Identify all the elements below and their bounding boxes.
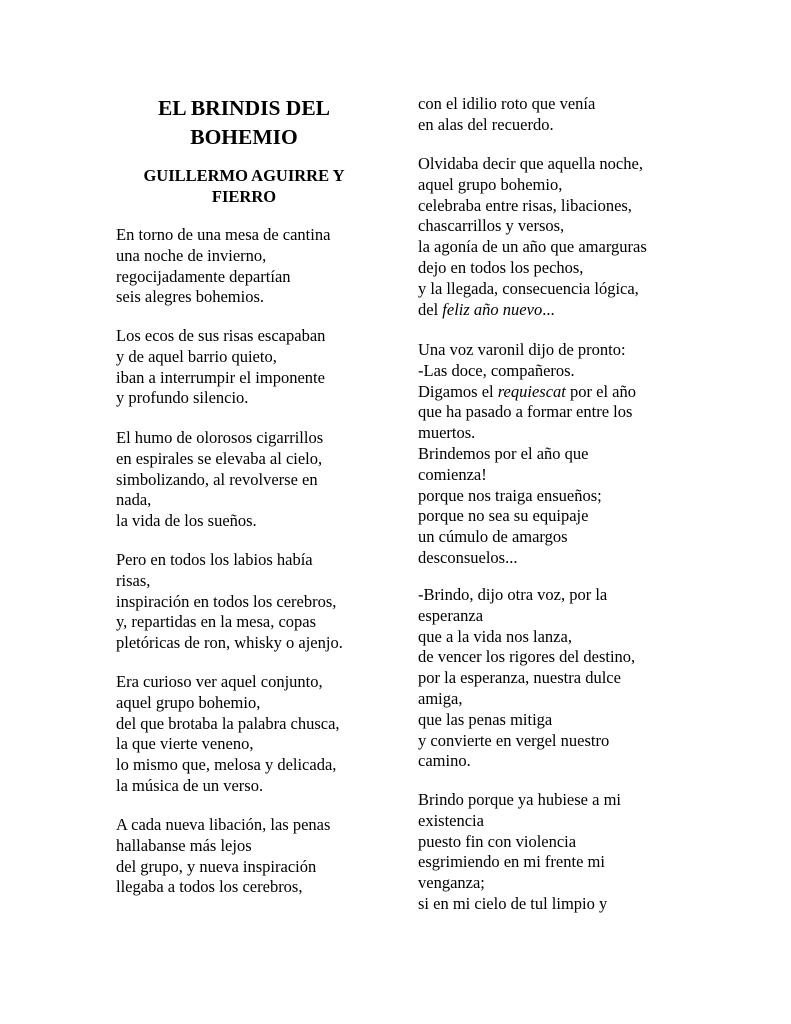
poem-line: Brindo porque ya hubiese a mi [418, 790, 621, 809]
stanza [418, 585, 635, 772]
poem-line: que las penas mitiga [418, 709, 553, 729]
poem-line: llegaba a todos los cerebros, [116, 877, 303, 897]
poem-line: iban a interrumpir el imponente [116, 367, 325, 387]
poem-author: GUILLERMO AGUIRRE Y FIERRO [143, 166, 345, 206]
poem-line: si en mi cielo de tul limpio y [418, 893, 608, 913]
stanza [116, 672, 340, 797]
poem-line: camino. [418, 751, 471, 771]
poem-line: un cúmulo de amargos [418, 527, 568, 547]
poem-line: Brindemos por el año que [418, 443, 589, 463]
poem-line: que a la vida nos lanza, [418, 626, 572, 646]
poem-line: nada, [116, 490, 152, 510]
poem-line: regocijadamente departían [116, 266, 291, 286]
stanza [116, 428, 323, 532]
poem-line: inspiración en todos los cerebros, [116, 591, 337, 611]
poem-line: Olvidaba decir que aquella noche, [418, 154, 643, 173]
poem-line: aquel grupo bohemio, [418, 174, 563, 194]
poem-line: y profundo silencio. [116, 388, 249, 408]
stanza [418, 94, 595, 136]
poem-line: del grupo, y nueva inspiración [116, 856, 317, 876]
poem-line: Pero en todos los labios había [116, 550, 313, 569]
stanza [418, 154, 647, 320]
poem-line: celebraba entre risas, libaciones, [418, 195, 632, 215]
stanza [116, 815, 330, 898]
poem-line: y convierte en vergel nuestro [418, 730, 610, 750]
poem-line: la que vierte veneno, [116, 734, 254, 754]
poem-line: aquel grupo bohemio, [116, 692, 261, 712]
poem-line: desconsuelos... [418, 547, 518, 567]
poem-line: la vida de los sueños. [116, 511, 257, 531]
poem-line: dejo en todos los pechos, [418, 257, 584, 277]
stanza [418, 340, 636, 569]
poem-line: la agonía de un año que amarguras [418, 237, 647, 257]
poem-line: simbolizando, al revolverse en [116, 469, 318, 489]
poem-line: comienza! [418, 464, 487, 484]
stanza [116, 550, 343, 654]
poem-line: A cada nueva libación, las penas [116, 815, 331, 834]
stanza [116, 326, 325, 409]
poem-line: esperanza [418, 605, 484, 625]
poem-line: de vencer los rigores del destino, [418, 647, 636, 667]
poem-line: lo mismo que, melosa y delicada, [116, 755, 337, 775]
poem-line: hallabanse más lejos [116, 835, 252, 855]
poem-line: Digamos el requiescat por el año [418, 381, 636, 401]
poem-line: -Brindo, dijo otra voz, por la [418, 585, 608, 604]
poem-title: EL BRINDIS DEL BOHEMIO [157, 96, 331, 149]
poem-line: seis alegres bohemios. [116, 287, 265, 307]
poem-line: Una voz varonil dijo de pronto: [418, 340, 626, 359]
poem-line: una noche de invierno, [116, 245, 267, 265]
poem-line: con el idilio roto que venía [418, 94, 596, 113]
poem-line: El humo de olorosos cigarrillos [116, 428, 324, 447]
poem-line: -Las doce, compañeros. [418, 360, 575, 380]
poem-line: Los ecos de sus risas escapaban [116, 326, 326, 345]
poem-line: puesto fin con violencia [418, 831, 577, 851]
stanza [418, 790, 621, 915]
poem-line: En torno de una mesa de cantina [116, 225, 331, 244]
poem-line: por la esperanza, nuestra dulce [418, 668, 621, 688]
poem-line: del feliz año nuevo... [418, 299, 555, 319]
poem-line: y de aquel barrio quieto, [116, 346, 277, 366]
poem-line: porque nos traiga ensueños; [418, 485, 602, 505]
poem-line: pletóricas de ron, whisky o ajenjo. [116, 633, 343, 653]
poem-line: del que brotaba la palabra chusca, [116, 713, 340, 733]
poem-line: porque no sea su equipaje [418, 506, 589, 526]
poem-line: en espirales se elevaba al cielo, [116, 448, 323, 468]
poem-line: y la llegada, consecuencia lógica, [418, 278, 639, 298]
poem-line: y, repartidas en la mesa, copas [116, 612, 317, 632]
poem-line: risas, [116, 570, 151, 590]
poem-line: muertos. [418, 423, 476, 443]
poem-line: Era curioso ver aquel conjunto, [116, 672, 323, 691]
poem-line: la música de un verso. [116, 775, 264, 795]
poem-line: amiga, [418, 688, 463, 708]
poem-line: que ha pasado a formar entre los [418, 402, 633, 422]
poem-line: venganza; [418, 873, 485, 893]
poem-line: en alas del recuerdo. [418, 114, 554, 134]
stanza [116, 225, 330, 308]
poem-line: existencia [418, 810, 484, 830]
poem-line: chascarrillos y versos, [418, 216, 565, 236]
poem-line: esgrimiendo en mi frente mi [418, 852, 605, 872]
